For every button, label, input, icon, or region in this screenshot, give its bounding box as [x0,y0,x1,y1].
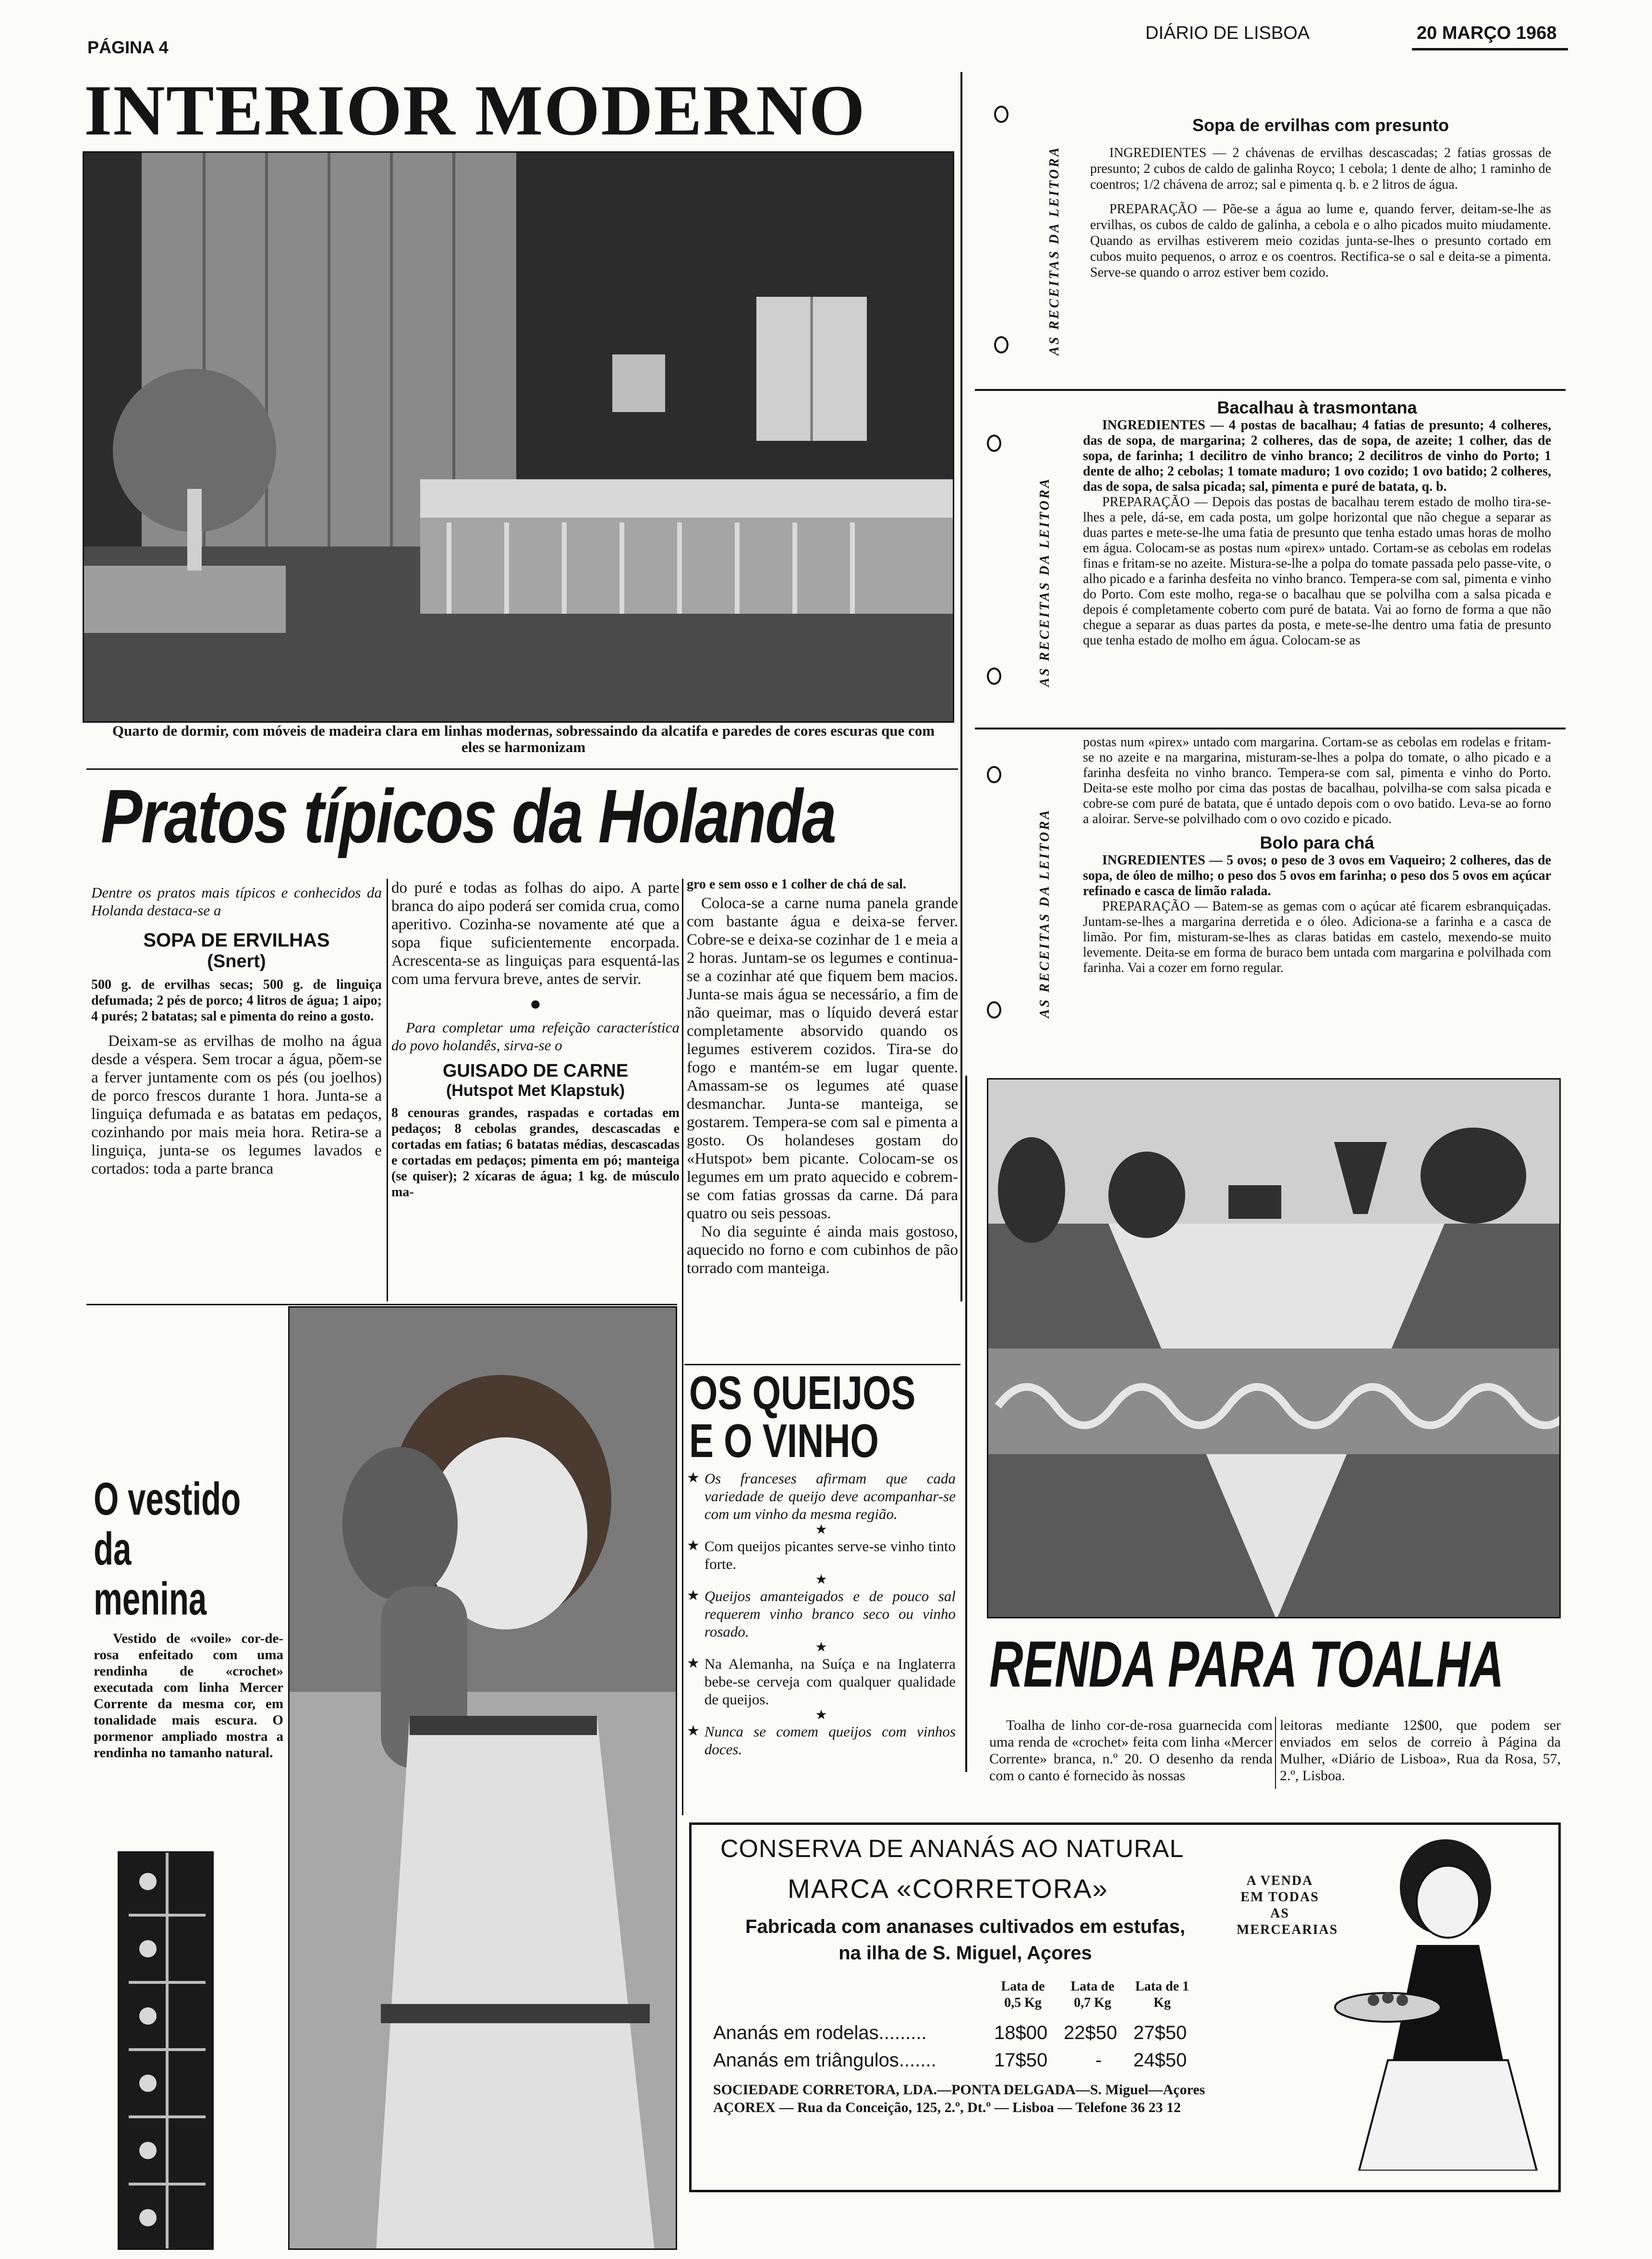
bedroom-caption: Quarto de dormir, com móveis de madeira clara em linhas modernas, sobressaindo da alcatifa e paredes de cores escuras que com eles se harmonizam [112,722,935,755]
ananas-ad [689,1822,1561,2192]
price-cell: 18$00 [994,2022,1048,2043]
receita-divider [975,728,1566,729]
ad-footer-2: AÇOREX — Rua da Conceição, 125, 2.º, Dt.º — Lisboa — Telefone 36 23 12 [713,2100,1181,2115]
pratos-column-2 [391,879,680,1200]
ring-icon [987,766,1001,783]
sopa-title: SOPA DE ERVILHAS [143,930,330,951]
woman-drawing [1330,1834,1551,2171]
queijos-top-rule [684,1364,960,1365]
col-header: Lata de 0,7 Kg [1070,1979,1115,2010]
pratos-col-rule-2 [682,879,683,1815]
guisado-text-2: No dia seguinte é ainda mais gostoso, aquecido no forno e com cubinhos de pão torrado com manteiga. [687,1223,958,1277]
receita-bolo [1083,735,1551,976]
ring-icon [987,668,1001,685]
price-cell: 22$50 [1064,2022,1118,2043]
sopa-subtitle: (Snert) [207,951,266,972]
vestido-title-2: da [94,1523,132,1575]
renda-text-1: Toalha de linho cor-de-rosa guarnecida com uma renda de «crochet» feita com linha «Mercer Corrente» branca, n.º 20. O desenho da renda com o canto é fornecido às nossas [989,1717,1273,1784]
price-cell: 17$50 [994,2050,1048,2071]
guisado-subtitle: (Hutspot Met Klapstuk) [446,1081,625,1100]
star-separator-icon: ★ [815,1640,827,1655]
pratos-top-rule [86,768,958,770]
guisado-ingredients: 8 cenouras grandes, raspadas e cortadas em pedaços; 8 cebolas grandes, descascadas e cortadas em fatias; 6 batatas médias, descascadas e cortadas em pedaços; pimenta em pó; manteiga (se quiser); 2 xícaras de água; 1 kg. de músculo ma- [391,1105,680,1200]
queijo-item [687,1470,956,1523]
receitas-label: AS RECEITAS DA LEITORA [1047,146,1062,355]
price-row-label: Ananás em rodelas......... [713,2022,927,2043]
col-header: Lata de 1 Kg [1135,1979,1189,2010]
queijos-title-1: OS QUEIJOS [689,1366,916,1419]
price-cell: - [1095,2050,1102,2071]
bedroom-illustration [84,153,954,723]
pratos-column-3 [687,876,958,1277]
sopa-ingredients: 500 g. de ervilhas secas; 500 g. de linguiça defumada; 2 pés de porco; 4 litros de água; 1 aipo; 4 purés; 2 batatas; sal e pimenta do reino a gosto. [91,977,382,1024]
queijos-title-2: E O VINHO [689,1414,879,1467]
receita-bolo-preparation: PREPARAÇÃO — Batem-se as gemas com o açúcar até ficarem esbranquiçadas. Juntam-se-lhes a margarina derretida e o óleo. Adiciona-se a farinha e a casca de limão. Por fim, misturam-se-lhes as claras batidas em castelo, mexendo-se muito levemente. Deita-se em forma de buraco bem untada com margarina e polvilhada com farinha. Vai a cozer em forno regular. [1083,899,1551,975]
pratos-intro: Dentre os pratos mais típicos e conhecidos da Holanda destaca-se a [91,884,382,919]
queijo-item [687,1537,956,1573]
pratos-col-rule-1 [387,879,388,1301]
queijo-item [687,1723,956,1758]
col-header: Lata de 0,5 Kg [1001,1979,1045,2010]
queijo-item-text: Na Alemanha, na Suíça e na Inglaterra bebe-se cerveja com qualquer qualidade de queijos. [704,1655,956,1708]
queijo-item [687,1587,956,1640]
ad-line-4: na ilha de S. Miguel, Açores [838,1943,1092,1964]
newspaper-name: DIÁRIO DE LISBOA [1145,23,1310,43]
guisado-text: Coloca-se a carne numa panela grande com bastante água e deixa-se ferver. Cobre-se e deixa-se cozinhar de 1 e meia a 2 horas. Juntam-se os legumes e continua-se a cozinhar até que fiquem bem macios. Junta-se mais água se necessário, a fim de não queimar, mas o líquido deverá estar completamente absorvido quando os legumes estiverem cozidos. Tira-se do fogo e mantém-se em lugar quente. Amassam-se os legumes até quase desmanchar. Junta-se manteiga, se gostarem. Tempera-se com sal e pimenta a gosto. Os holandeses gostam do «Hutspot» bem picante. Colocam-se os legumes em um prato aquecido e cobrem-se com fatias grossas da carne. Dá para quatro ou seis pessoas. [687,895,958,1222]
receita-sopa-preparation: PREPARAÇÃO — Põe-se a água ao lume e, quando ferver, deitam-se-lhe as ervilhas, os cubos de caldo de galinha, a cebola e o alho picados muito miudamente. Quando as ervilhas estiverem meio cozidas junta-se-lhes o presunto cortado em cubos muito pequenos, o arroz e os coentros. Rectifica-se o sal e deita-se a pimenta. Serve-se quando o arroz estiver bem cozido. [1090,202,1551,280]
header-rule [1412,48,1568,50]
receita-divider [975,389,1566,391]
ad-line-2: MARCA «CORRETORA» [788,1873,1108,1904]
ad-line-3: Fabricada com ananases cultivados em estufas, [745,1916,1185,1937]
receita-bacalhau-title: Bacalhau à trasmontana [1217,398,1417,417]
ring-icon [987,1001,1001,1019]
receita-bolo-ingredients: INGREDIENTES — 5 ovos; o peso de 3 ovos em Vaqueiro; 2 colheres, das de sopa, de óleo de milho; o peso dos 5 ovos em farinha; o peso dos 5 ovos em açúcar refinado e casca de limão ralada. [1083,853,1551,899]
pratos-col2-text: do puré e todas as folhas do aipo. A parte branca do aipo poderá ser comida crua, como aperitivo. Cozinha-se novamente até que a sopa fique suficientemente encorpada. Acrescenta-se as linguiças para esquentá-las com uma fervura breve, antes de servir. [391,879,680,988]
renda-text-2: leitoras mediante 12$00, que podem ser enviados em selos de correio à Página da Mulher, «Diário de Lisboa», Rua da Rosa, 57, 2.º, Lisboa. [1280,1717,1561,1784]
star-separator-icon: ★ [815,1708,827,1723]
ring-icon [994,336,1008,353]
pratos-column-1 [91,884,382,1178]
vestido-title-3: menina [94,1573,207,1625]
lace-detail-photo [118,1851,214,2250]
receita-bolo-title: Bolo para chá [1260,833,1374,852]
receita-sopa-title: Sopa de ervilhas com presunto [1192,115,1449,135]
price-row [713,2047,1203,2074]
venda-text: A VENDA EM TODAS AS MERCEARIAS [1237,1873,1338,1937]
girl-photo [288,1306,677,2250]
page-number: PÁGINA 4 [87,37,169,57]
star-icon: ★ [687,1723,700,1739]
pratos-col2-intro: Para completar uma refeição característica do povo holandês, sirva-se o [391,1019,680,1054]
vestido-title [94,1474,304,1624]
lace-pattern [119,1853,214,2250]
queijo-item [687,1655,956,1708]
receitas-label: AS RECEITAS DA LEITORA [1037,477,1052,687]
tablecloth-photo [987,1078,1561,1618]
vestido-title-1: O vestido [94,1473,241,1525]
price-row [713,2019,1203,2046]
receitas-label: AS RECEITAS DA LEITORA [1037,808,1052,1018]
receita-bacalhau-ingredients: INGREDIENTES — 4 postas de bacalhau; 4 fatias de presunto; 4 colheres, das de sopa, de margarina; 2 colheres, das de sopa, de azeite; 1 colher, das de sopa, de farinha; 1 decilitro de vinho branco; 2 decilitros de vinho do Porto; 1 dente de alho; 2 cebolas; 1 tomate maduro; 1 ovo cozido; 1 ovo batido; 2 colheres, das de sopa, de salsa picada; sal, pimenta e puré de batata, q. b. [1083,418,1551,494]
star-icon: ★ [687,1538,700,1554]
guisado-title: GUISADO DE CARNE [442,1061,629,1081]
price-cell: 24$50 [1133,2050,1187,2071]
right-column-divider [960,72,962,1301]
girl-illustration [290,1308,677,2250]
star-separator-icon: ★ [815,1572,827,1587]
ad-footer-1: SOCIEDADE CORRETORA, LDA.—PONTA DELGADA—S. Miguel—Açores [713,2082,1205,2098]
lower-divider [965,1076,967,1772]
receita-bacalhau-preparation: PREPARAÇÃO — Depois das postas de bacalhau terem estado de molho tira-se-lhes a pele, dá-se, em cada posta, um golpe horizontal que não chegue a separar as duas partes e mete-se-lhe uma fatia de presunto que tenha estado umas horas de molho em água. Colocam-se as postas num «pirex» untado. Cortam-se as cebolas em rodelas finas e fritam-se no azeite. Mistura-se-lhe a polpa do tomate passada pelo passe-vite, o alho picado e a farinha desfeita no vinho branco. Tempera-se com sal, pimenta e vinho do Porto. Com este molho, rega-se o bacalhau que se polvilha com a salsa picada e depois é completamente coberto com puré de batata. Vai ao forno de forma a que não chegue a separar as duas partes da posta, e mete-se-lhe dentro uma fatia de presunto que tenha estado de molho em água. Colocam-se as [1083,495,1551,648]
price-cell: 27$50 [1133,2022,1187,2043]
tablecloth-illustration [988,1080,1561,1618]
renda-col-rule [1275,1717,1276,1789]
receita-bacalhau-continuation: postas num «pirex» untado com margarina. Cortam-se as cebolas em rodelas e fritam-se no azeite e na margarina, misturam-se-lhes a polpa do tomate, o alho picado e a farinha desfeita no vinho branco. Tempera-se com sal, pimenta e vinho do Porto. Deita-se este molho por cima das postas de bacalhau, polvilha-se com salsa picada e cobre-se com puré de batata, que é untado depois com o ovo batido. Leva-se ao forno a aloirar. Serve-se polvilhado com o ovo cozido e picado. [1083,735,1551,826]
queijo-item-text: Os franceses afirmam que cada variedade de queijo deve acompanhar-se com um vinho da mesma região. [704,1470,956,1522]
star-icon: ★ [687,1470,700,1486]
queijos-list [687,1470,956,1758]
queijo-item-text: Queijos amanteigados e de pouco sal requerem vinho branco seco ou vinho rosado. [704,1588,956,1640]
issue-date: 20 MARÇO 1968 [1417,23,1557,43]
star-icon: ★ [687,1588,700,1603]
ring-icon [987,435,1001,452]
receita-sopa-ingredients: INGREDIENTES — 2 chávenas de ervilhas descascadas; 2 fatias grossas de presunto; 2 cubos de caldo de galinha Royco; 1 cebola; 1 dente de alho; 1 raminho de coentros; 1/2 chávena de arroz; sal e pimenta q. b. e 2 litros de água. [1090,146,1551,192]
woman-illustration [1330,1834,1551,2171]
pratos-title: Pratos típicos da Holanda [101,774,836,859]
sopa-text: Deixam-se as ervilhas de molho na água desde a véspera. Sem trocar a água, põem-se a ferver juntamente com os pés (ou joelhos) de porco frescos durante 1 hora. Junta-se a linguiça defumada e as batatas em pedaços, cozinhando por mais meia hora. Retira-se a linguiça, junta-se os legumes lavados e cortados: toda a parte branca [91,1032,382,1178]
vestido-top-rule [86,1304,677,1305]
queijo-item-text: Nunca se comem queijos com vinhos doces. [704,1723,956,1758]
star-separator-icon: ★ [815,1522,827,1537]
queijo-item-text: Com queijos picantes serve-se vinho tinto forte. [704,1538,956,1572]
bedroom-photo [83,151,954,723]
interior-title: INTERIOR MODERNO [84,71,866,150]
bullet-separator: ● [529,993,542,1014]
ad-line-1: CONSERVA DE ANANÁS AO NATURAL [720,1835,1184,1863]
price-row-label: Ananás em triângulos....... [713,2050,936,2071]
renda-title: RENDA PARA TOALHA [989,1627,1504,1700]
star-icon: ★ [687,1655,700,1671]
vestido-text: Vestido de «voile» cor-de-rosa enfeitado com uma rendinha de «crochet» executada com linha Mercer Corrente da mesma cor, em tonalidade mais escura. O pormenor ampliado mostra a rendinha no tamanho natural. [94,1631,283,1761]
guisado-ingredients-end: gro e sem osso e 1 colher de chá de sal. [687,877,907,892]
receita-bacalhau [1083,398,1551,648]
ring-icon [994,106,1008,123]
receita-sopa [1090,115,1551,280]
